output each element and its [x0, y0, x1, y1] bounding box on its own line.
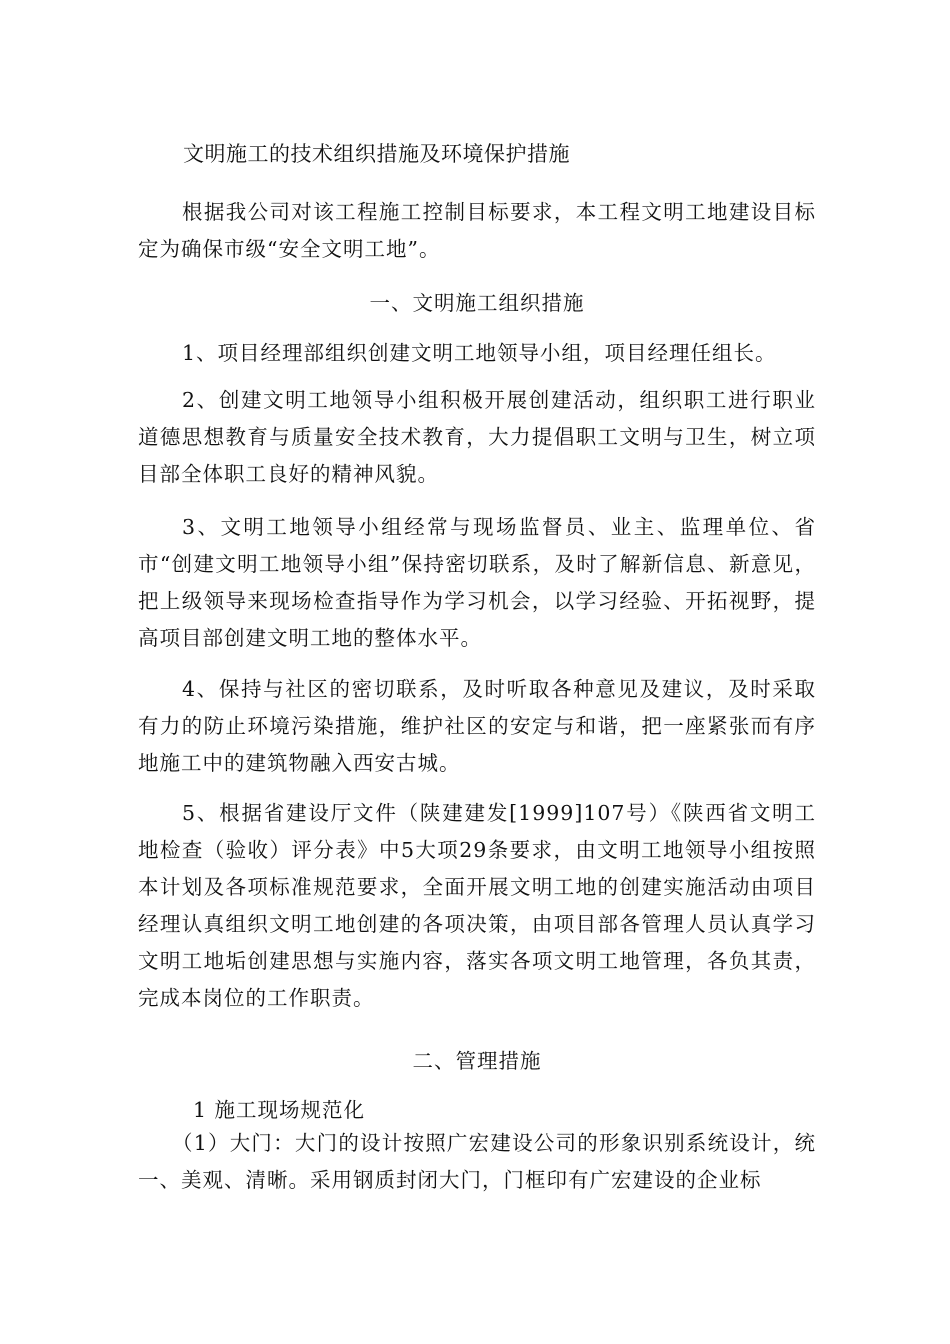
list-item: 4、保持与社区的密切联系，及时听取各种意见及建议，及时采取有力的防止环境污染措施，维护社区的安定与和谐，把一座紧张而有序地施工中的建筑物融入西安古城。 — [138, 677, 816, 775]
section-heading-management: 二、管理措施 — [412, 1049, 542, 1073]
section-heading-organization: 一、文明施工组织措施 — [369, 291, 585, 315]
list-item: 1、项目经理部组织创建文明工地领导小组，项目经理任组长。 — [182, 341, 777, 365]
list-item: 2、创建文明工地领导小组积极开展创建活动，组织职工进行职业道德思想教育与质量安全技术教育，大力提倡职工文明与卫生，树立项目部全体职工良好的精神风貌。 — [138, 388, 816, 486]
list-item: 3、文明工地领导小组经常与现场监督员、业主、监理单位、省市“创建文明工地领导小组”保持密切联系，及时了解新信息、新意见，把上级领导来现场检查指导作为学习机会，以学习经验、开拓视野，提高项目部创建文明工地的整体水平。 — [138, 515, 816, 650]
list-item: 5、根据省建设厅文件（陕建建发[1999]107号）《陕西省文明工地检查（验收）评分表》中5大项29条要求，由文明工地领导小组按照本计划及各项标准规范要求，全面开展文明工地的创建实施活动由项目经理认真组织文明工地创建的各项决策，由项目部各管理人员认真学习文明工地垢创建思想与实施内容，落实各项文明工地管理，各负其责，完成本岗位的工作职责。 — [138, 801, 816, 1010]
intro-paragraph: 根据我公司对该工程施工控制目标要求，本工程文明工地建设目标定为确保市级“安全文明工地”。 — [138, 200, 816, 261]
list-item: （1）大门：大门的设计按照广宏建设公司的形象识别系统设计，统一、美观、清晰。采用钢质封闭大门，门框印有广宏建设的企业标 — [138, 1131, 816, 1192]
subsection-heading: 1 施工现场规范化 — [193, 1098, 366, 1122]
document-title: 文明施工的技术组织措施及环境保护措施 — [183, 142, 570, 166]
